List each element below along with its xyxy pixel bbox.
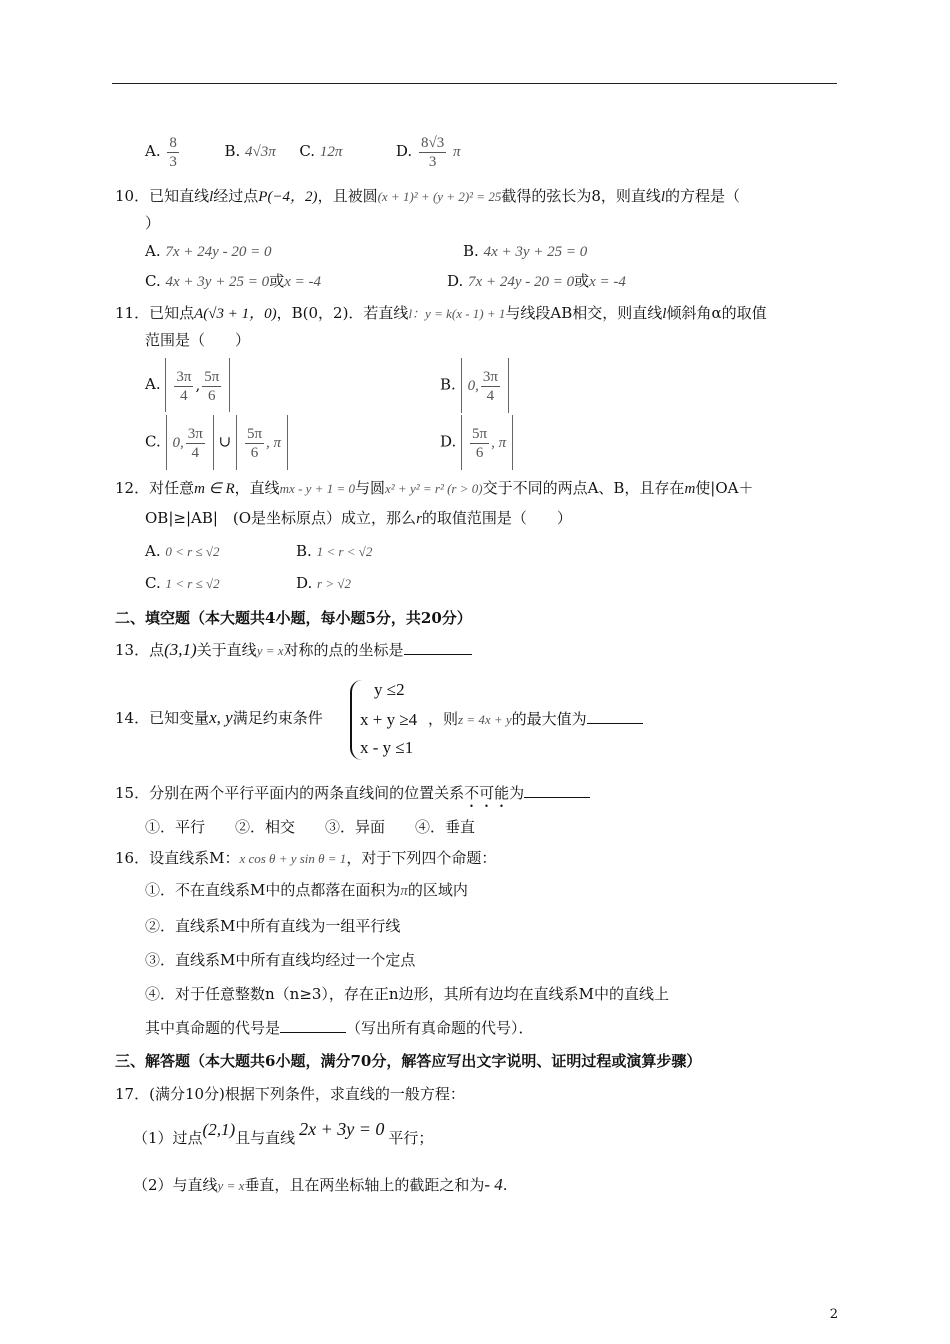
- q12-stem: 12．对任意m ∈ R，直线mx - y + 1 = 0与圆x² + y² = r² (r > 0)交于不同的两点A、B，且存在m使|OA＋: [115, 479, 754, 497]
- q10-option-d: D. 7x + 24y - 20 = 0或x = -4: [447, 272, 626, 290]
- q11-d-interval: $\frac{5\pi}{6}$ , π: [461, 415, 513, 470]
- q11-option-c: C. 0, $\frac{3\pi}{4}$ ∪ $\frac{5\pi}{6}$ , π: [145, 415, 288, 470]
- q10-stem: 10．已知直线l经过点P(−4，2)，且被圆(x + 1)² + (y + 2)² = 25截得的弦长为8，则直线l的方程是（: [115, 187, 741, 205]
- q15-options: ①．平行 ②．相交 ③．异面 ④．垂直: [145, 818, 476, 836]
- q13-answer-blank[interactable]: [404, 638, 472, 655]
- q10-option-c: C. 4x + 3y + 25 = 0或x = -4: [145, 272, 321, 290]
- q17-part-2: （2）与直线y = x垂直，且在两坐标轴上的截距之和为- 4.: [133, 1175, 508, 1194]
- q14-tail: ，则z = 4x + y的最大值为: [428, 707, 643, 731]
- q12-option-c: C. 1 < r ≤ √2: [145, 574, 220, 592]
- q11-a-interval: $\frac{3\pi}{4}$ , $\frac{5\pi}{6}$: [165, 358, 230, 412]
- q15: 15．分别在两个平行平面内的两条直线间的位置关系不可能为: [115, 781, 590, 811]
- q9-option-a-fraction: $\frac{8}{3}$: [169, 134, 177, 170]
- q16-answer-blank[interactable]: [280, 1016, 346, 1033]
- q16-stem: 16．设直线系M：x cos θ + y sin θ = 1，对于下列四个命题：: [115, 849, 497, 867]
- q12-option-b: B. 1 < r < √2: [296, 542, 373, 560]
- q13: 13．点(3,1)关于直线y = x对称的点的坐标是: [115, 638, 472, 662]
- q12-option-a: A. 0 < r ≤ √2: [145, 542, 220, 560]
- q9-option-d-fraction: $\frac{8√3}{3}$: [420, 134, 445, 170]
- q16-proposition-4: ④．对于任意整数n（n≥3），存在正n边形，其所有边均在直线系M中的直线上: [145, 985, 669, 1003]
- q12-stem-2: OB|≥|AB| (O是坐标原点）成立，那么r的取值范围是（ ）: [145, 509, 572, 527]
- q16-answer: 其中真命题的代号是 （写出所有真命题的代号）．: [145, 1016, 534, 1039]
- section-2-heading: 二、填空题（本大题共4小题，每小题5分，共20分）: [115, 609, 472, 627]
- q16-proposition-3: ③．直线系M中所有直线均经过一个定点: [145, 951, 416, 969]
- page-number: 2: [829, 1307, 838, 1322]
- q14: 14．已知变量x, y满足约束条件: [115, 708, 323, 727]
- q11-c-interval-1: 0, $\frac{3\pi}{4}$: [166, 415, 214, 470]
- q12-option-d: D. r > √2: [296, 574, 352, 592]
- q14-answer-blank[interactable]: [587, 707, 643, 724]
- q14-constraint-system: y ≤2 x + y ≥4 x - y ≤1: [350, 680, 424, 760]
- q11-stem: 11．已知点A(√3 + 1，0)，B(0，2)．若直线l：y = k(x - 1) + 1与线段AB相交，则直线l倾斜角α的取值: [115, 304, 767, 322]
- q10-stem-close: ）: [145, 214, 161, 232]
- q11-option-b: B. 0, $\frac{3\pi}{4}$: [440, 358, 509, 413]
- section-3-heading: 三、解答题（本大题共6小题，满分70分，解答应写出文字说明、证明过程或演算步骤）: [115, 1052, 702, 1070]
- header-rule: [112, 83, 837, 84]
- q11-b-interval: 0, $\frac{3\pi}{4}$: [461, 358, 509, 413]
- q17-stem: 17．(满分10分)根据下列条件，求直线的一般方程：: [115, 1085, 465, 1103]
- q9-options: A. $\frac{8}{3}$ B. 4√3π C. 12π D. $\frac{8√3}{3}$ π: [145, 134, 461, 170]
- q16-proposition-2: ②．直线系M中所有直线为一组平行线: [145, 917, 401, 935]
- q11-c-interval-2: $\frac{5\pi}{6}$ , π: [236, 415, 288, 470]
- q15-answer-blank[interactable]: [524, 781, 590, 798]
- q11-option-a: A. $\frac{3\pi}{4}$ , $\frac{5\pi}{6}$: [145, 358, 230, 412]
- q11-option-d: D. $\frac{5\pi}{6}$ , π: [440, 415, 513, 470]
- q11-stem-2: 范围是（ ）: [145, 331, 251, 349]
- q16-proposition-1: ①．不在直线系M中的点都落在面积为π的区域内: [145, 881, 468, 899]
- q10-option-b: B. 4x + 3y + 25 = 0: [463, 242, 588, 260]
- q10-option-a: A. 7x + 24y - 20 = 0: [145, 242, 272, 260]
- q17-part-1: （1）过点(2,1)且与直线 2x + 3y = 0 平行；: [133, 1119, 434, 1147]
